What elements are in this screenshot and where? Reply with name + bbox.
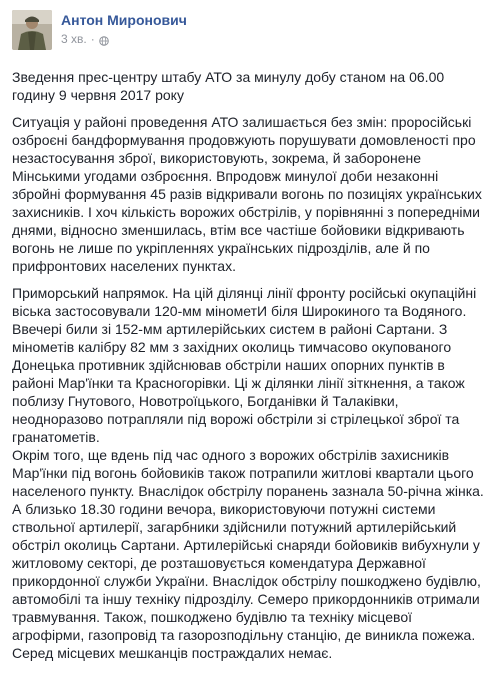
post-paragraph: Окрім того, ще вдень під час одного з ворожих обстрілів захисників Мар'їнки під вогонь бойовиків також потрапили житлові квартали цього населеного пункту. Внаслідок обстрілу поранень зазнала 50-річна жінка. А близько 18.30 години вечора, використовуючи потужні системи ствольної артилерії, загарбники здійснили потужний артилерійський обстріл околиць Сартани. Артилерійські снаряди бойовиків вибухнули у житловому секторі, де розташовується комендатура Державної прикордонної служби України. Внаслідок обстрілу пошкоджено будівлю, автомобілі та іншу техніку підрозділу. Семеро прикордонників отримали травмування. Також, пошкоджено будівлю та техніку місцевої агрофірми, газопровід та газорозподільну станцію, де виникла пожежа. Серед місцевих мешканців постраждалих немає.	[12, 447, 484, 661]
globe-icon[interactable]	[99, 34, 109, 44]
post-header	[12, 10, 488, 56]
meta-separator: ·	[90, 32, 95, 46]
post-paragraph: Приморський напрямок. На цій ділянці лінії фронту російські окупаційні віська застосовували 120-мм мінометИ біля Широкиного та Водяного. Ввечері били зі 152-мм артилерійських систем в районі Сартани. З мінометів калібру 82 мм з західних околиць тимчасово окупованого Донецька противник здійснював обстріли наших опорних пунктів в районі Мар'їнки та Красногорівки. Ці ж ділянки лінії зіткнення, а також поблизу Гнутового, Новотроїцького, Богданівки й Талаківки, неодноразово потрапляли під ворожі обстріли зі стрілецької зброї та гранатометів.	[12, 285, 477, 445]
post-text	[12, 68, 488, 662]
avatar-image	[12, 10, 52, 50]
post-paragraph: Ситуація у районі проведення АТО залишається без змін: проросійські озброєні бандформування продовжують порушувати домовленості про незастосування зброї, використовують, зокрема, й заборонене Мінськими угодами озброєння. Впродовж минулої доби незаконні збройні формування 45 разів відкривали вогонь по позиціях українських захисників. І хоч кількість ворожих обстрілів, у порівнянні з попередніми днями, відносно зменшилась, втім все частіше бойовики відкривають вогонь не лише по укріпленнях українських підрозділів, але й по прифронтових населених пунктах.	[12, 114, 482, 274]
post-timestamp[interactable]: 3 хв.	[61, 32, 87, 46]
post-subline	[61, 31, 187, 47]
author-name[interactable]: Антон Миронович	[61, 12, 187, 28]
author-avatar[interactable]	[12, 10, 52, 50]
post-meta	[61, 10, 187, 47]
post-paragraph: Зведення прес-центру штабу АТО за минулу добу станом на 06.00 годину 9 червня 2017 року	[12, 69, 445, 103]
